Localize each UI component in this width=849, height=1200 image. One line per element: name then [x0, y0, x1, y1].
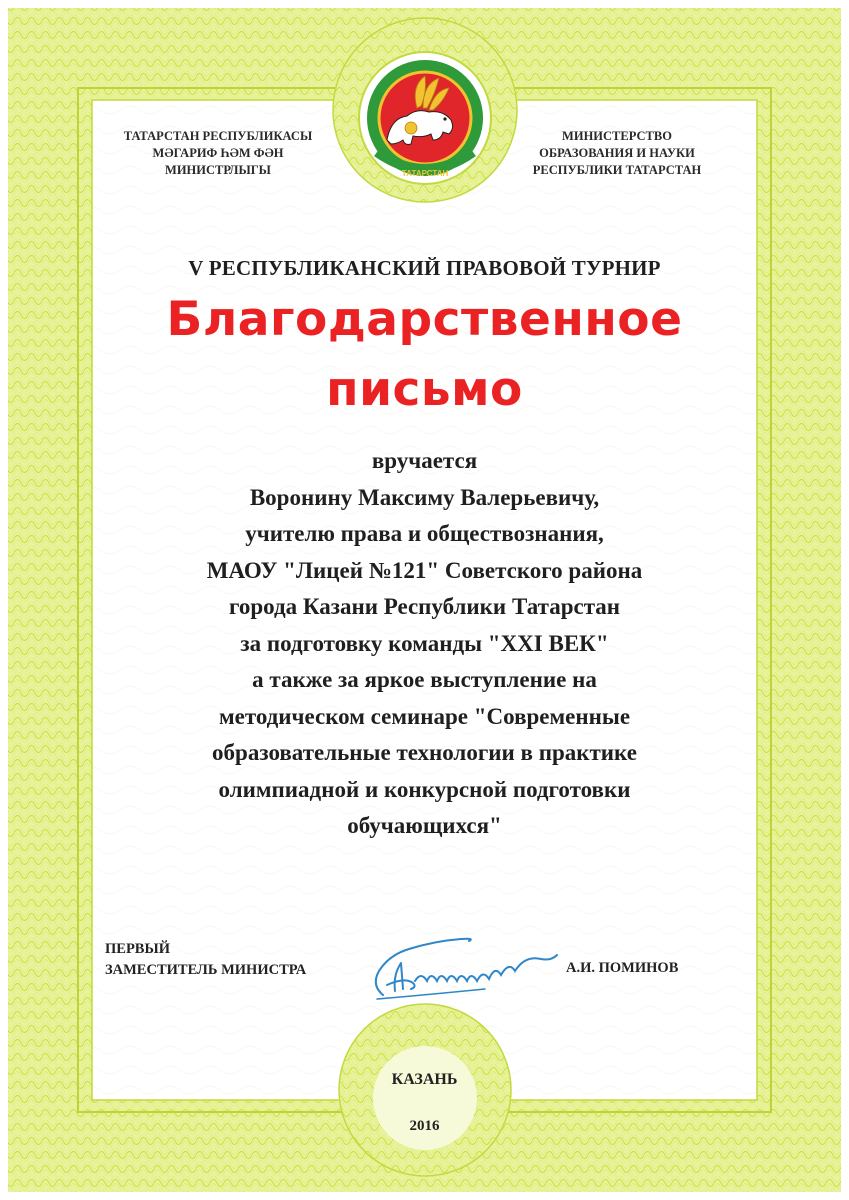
handwritten-signature [365, 925, 565, 1005]
header-left-line: ТАТАРСТАН РЕСПУБЛИКАСЫ [123, 129, 313, 143]
ministry-name-tatar [103, 128, 333, 179]
award-text-line: города Казани Республики Татарстан [228, 594, 621, 619]
header-right-line: ОБРАЗОВАНИЯ И НАУКИ [539, 146, 695, 160]
header-left-line: МӘГАРИФ ҺӘМ ФӘН [152, 146, 284, 160]
signatory-position-line2: ЗАМЕСТИТЕЛЬ МИНИСТРА [105, 962, 307, 978]
award-text-line: образовательные технологии в практике [212, 740, 637, 765]
document-title-line2: письмо [326, 362, 523, 417]
award-text-line: методическом семинаре "Современные [218, 703, 631, 729]
award-text-line: олимпиадной и конкурсной подготовки [218, 776, 631, 802]
signatory-position-line1: ПЕРВЫЙ [105, 941, 170, 957]
award-text-line: за подготовку команды "XXI ВЕК" [240, 630, 609, 656]
header-right-line: МИНИСТЕРСТВО [562, 129, 672, 143]
award-text [0, 443, 849, 845]
tournament-title: V РЕСПУБЛИКАНСКИЙ ПРАВОВОЙ ТУРНИР [188, 256, 661, 280]
award-text-line: МАОУ "Лицей №121" Советского района [206, 557, 643, 583]
award-text-line: учителю права и обществознания, [245, 521, 604, 546]
header-left-line: МИНИСТРЛЫГЫ [165, 163, 271, 177]
emblem-text: ТАТАРСТАН [401, 169, 449, 178]
award-text-line: вручается [371, 448, 478, 473]
award-text-line: а также за яркое выступление на [252, 667, 597, 692]
document-title-line1: Благодарственное [166, 292, 683, 347]
tatarstan-coat-of-arms-icon [347, 48, 503, 188]
signatory-name: А.И. ПОМИНОВ [566, 960, 679, 976]
award-text-line: обучающихся" [347, 813, 502, 838]
city-name: КАЗАНЬ [391, 1071, 458, 1088]
signatory-position [105, 939, 306, 981]
award-text-line: Воронину Максиму Валерьевичу, [249, 484, 600, 510]
ministry-name-russian [502, 128, 732, 179]
header-right-line: РЕСПУБЛИКИ ТАТАРСТАН [532, 163, 702, 177]
year: 2016 [409, 1118, 440, 1134]
